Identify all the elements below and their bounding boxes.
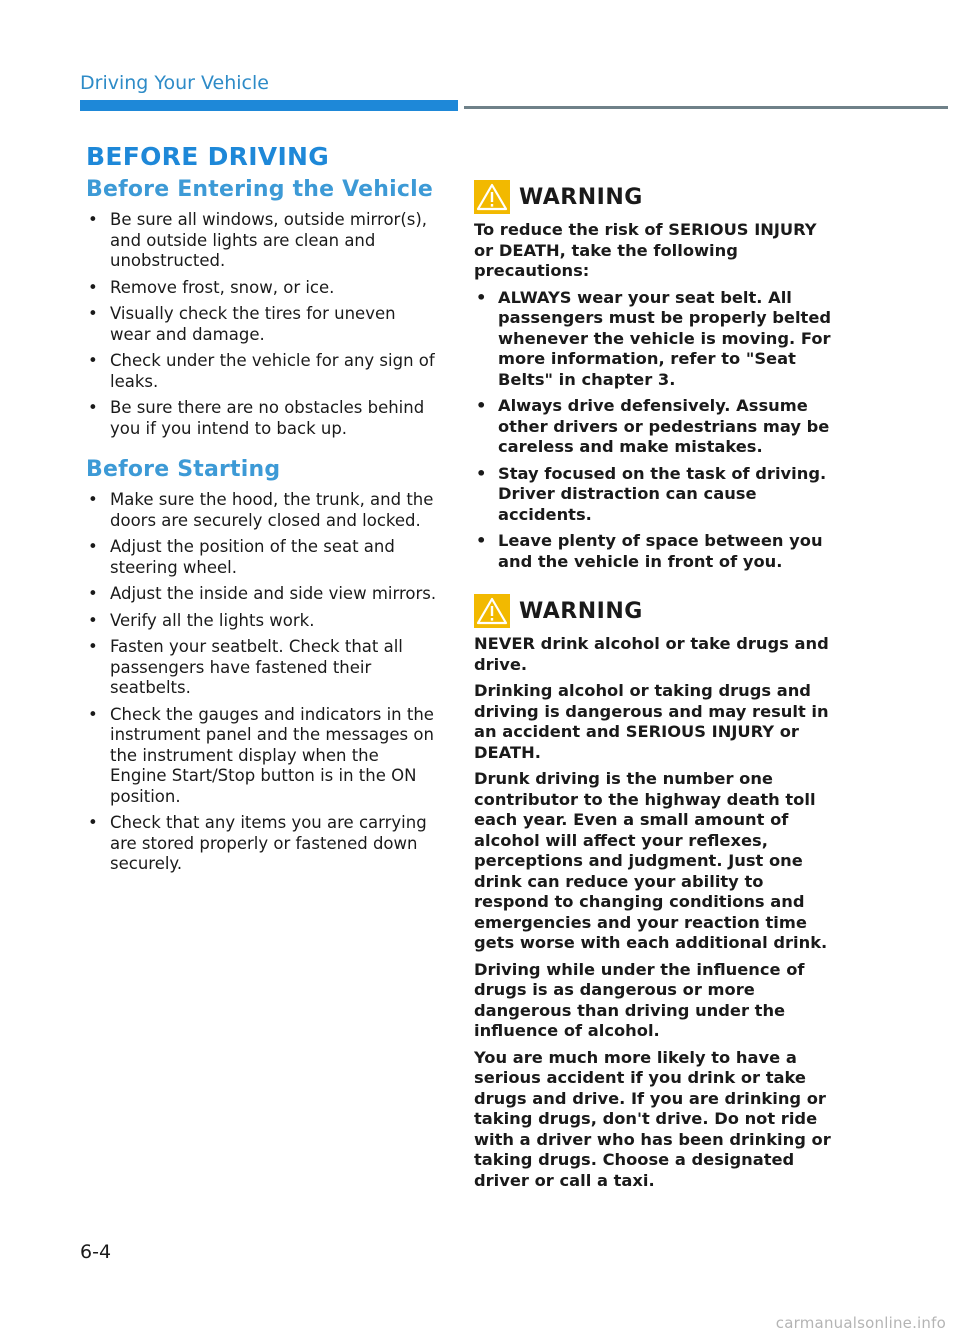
warning-triangle-icon xyxy=(474,180,510,214)
list-item xyxy=(86,611,438,632)
list-item-text: Always drive defensively. Assume other drivers or pedestrians may be careless and make mistakes. xyxy=(498,396,830,456)
bullet-icon: • xyxy=(88,277,98,297)
bullet-icon: • xyxy=(476,531,487,550)
left-column xyxy=(86,142,438,881)
bullet-icon: • xyxy=(476,463,487,483)
list-item xyxy=(86,705,438,808)
list-item-text: Check under the vehicle for any sign of leaks. xyxy=(110,351,435,391)
list-item-text: Verify all the lights work. xyxy=(110,610,315,630)
precautions-list xyxy=(474,288,834,573)
bullet-icon: • xyxy=(88,398,98,417)
list-item xyxy=(474,464,834,526)
list-item-text: Leave plenty of space between you and the vehicle in front of you. xyxy=(498,531,823,571)
bullet-icon: • xyxy=(88,351,98,370)
list-item xyxy=(474,288,834,391)
warning-paragraph: Drinking alcohol or taking drugs and driving is dangerous and may result in an accident and SERIOUS INJURY or DEATH. xyxy=(474,681,829,762)
list-item xyxy=(474,396,834,458)
right-column xyxy=(474,180,834,1213)
section-title: BEFORE DRIVING xyxy=(86,142,330,171)
bullet-icon: • xyxy=(88,584,98,603)
chapter-title: Driving Your Vehicle xyxy=(80,72,269,94)
header-rule-gray xyxy=(464,106,948,109)
list-item xyxy=(86,584,438,605)
warning-box-alcohol-drugs xyxy=(474,594,834,1191)
list-item xyxy=(86,210,438,272)
warning-label: WARNING xyxy=(519,598,643,624)
list-item-text: Check that any items you are carrying are stored properly or fastened down securely. xyxy=(110,813,427,873)
list-item-text: Be sure all windows, outside mirror(s), and outside lights are clean and unobstructed. xyxy=(110,210,428,270)
list-item-text: Check the gauges and indicators in the instrument panel and the messages on the instrument display when the Engine Start/Stop button is in the ON position. xyxy=(110,704,434,806)
list-item xyxy=(86,637,438,699)
bullet-icon: • xyxy=(88,704,98,724)
list-item-text: Visually check the tires for uneven wear and damage. xyxy=(110,304,396,344)
bullet-icon: • xyxy=(476,287,487,307)
page-number: 6-4 xyxy=(80,1241,112,1263)
bullet-icon: • xyxy=(88,813,98,832)
warning-label: WARNING xyxy=(519,184,643,210)
list-item xyxy=(86,398,438,439)
list-item-text: Be sure there are no obstacles behind you if you intend to back up. xyxy=(110,398,425,438)
warning-header xyxy=(474,594,834,628)
bullet-icon: • xyxy=(88,637,98,656)
list-item xyxy=(86,537,438,578)
starting-checklist xyxy=(86,490,438,875)
list-item xyxy=(86,813,438,875)
list-item xyxy=(86,490,438,531)
list-item-text: ALWAYS wear your seat belt. All passengers must be properly belted whenever the vehicle is moving. For more information, refer to "Seat Belts" in chapter 3. xyxy=(498,287,832,389)
entering-checklist xyxy=(86,210,438,439)
warning-paragraph: You are much more likely to have a serious accident if you drink or take drugs and drive. If you are drinking or taking drugs, don't drive. Do not ride with a driver who has been drinking or taking drugs. Choose a designated driver or call a taxi. xyxy=(474,1047,831,1190)
list-item xyxy=(474,531,834,572)
subsection-title-entering: Before Entering the Vehicle xyxy=(86,177,434,202)
list-item xyxy=(86,278,438,299)
warning-triangle-icon xyxy=(474,594,510,628)
bullet-icon: • xyxy=(476,396,487,415)
warning-paragraph: NEVER drink alcohol or take drugs and drive. xyxy=(474,634,829,674)
list-item xyxy=(86,351,438,392)
bullet-icon: • xyxy=(88,610,98,630)
bullet-icon: • xyxy=(88,210,98,229)
warning-paragraph: Drunk driving is the number one contributor to the highway death toll each year. Even a small amount of alcohol will affect your reflexes, perceptions and judgment. Just one drink can reduce your ability to respond to changing conditions and emergencies and your reaction time gets worse with each additional drink. xyxy=(474,769,828,952)
subsection-title-starting: Before Starting xyxy=(86,457,281,482)
warning-box-precautions xyxy=(474,180,834,572)
list-item xyxy=(86,304,438,345)
bullet-icon: • xyxy=(88,304,98,323)
list-item-text: Stay focused on the task of driving. Driver distraction can cause accidents. xyxy=(498,463,827,524)
list-item-text: Adjust the position of the seat and steering wheel. xyxy=(110,537,395,577)
list-item-text: Fasten your seatbelt. Check that all passengers have fastened their seatbelts. xyxy=(110,637,403,697)
warning-header xyxy=(474,180,834,214)
list-item-text: Remove frost, snow, or ice. xyxy=(110,277,335,297)
warning-paragraph: Driving while under the influence of drugs is as dangerous or more dangerous than driving under the influence of alcohol. xyxy=(474,959,805,1040)
bullet-icon: • xyxy=(88,490,98,509)
bullet-icon: • xyxy=(88,537,98,556)
warning-intro: To reduce the risk of SERIOUS INJURY or DEATH, take the following precautions: xyxy=(474,220,817,280)
watermark: carmanualsonline.info xyxy=(775,1314,946,1332)
list-item-text: Adjust the inside and side view mirrors. xyxy=(110,584,437,603)
list-item-text: Make sure the hood, the trunk, and the doors are securely closed and locked. xyxy=(110,490,434,530)
header-rule-blue xyxy=(80,100,458,111)
